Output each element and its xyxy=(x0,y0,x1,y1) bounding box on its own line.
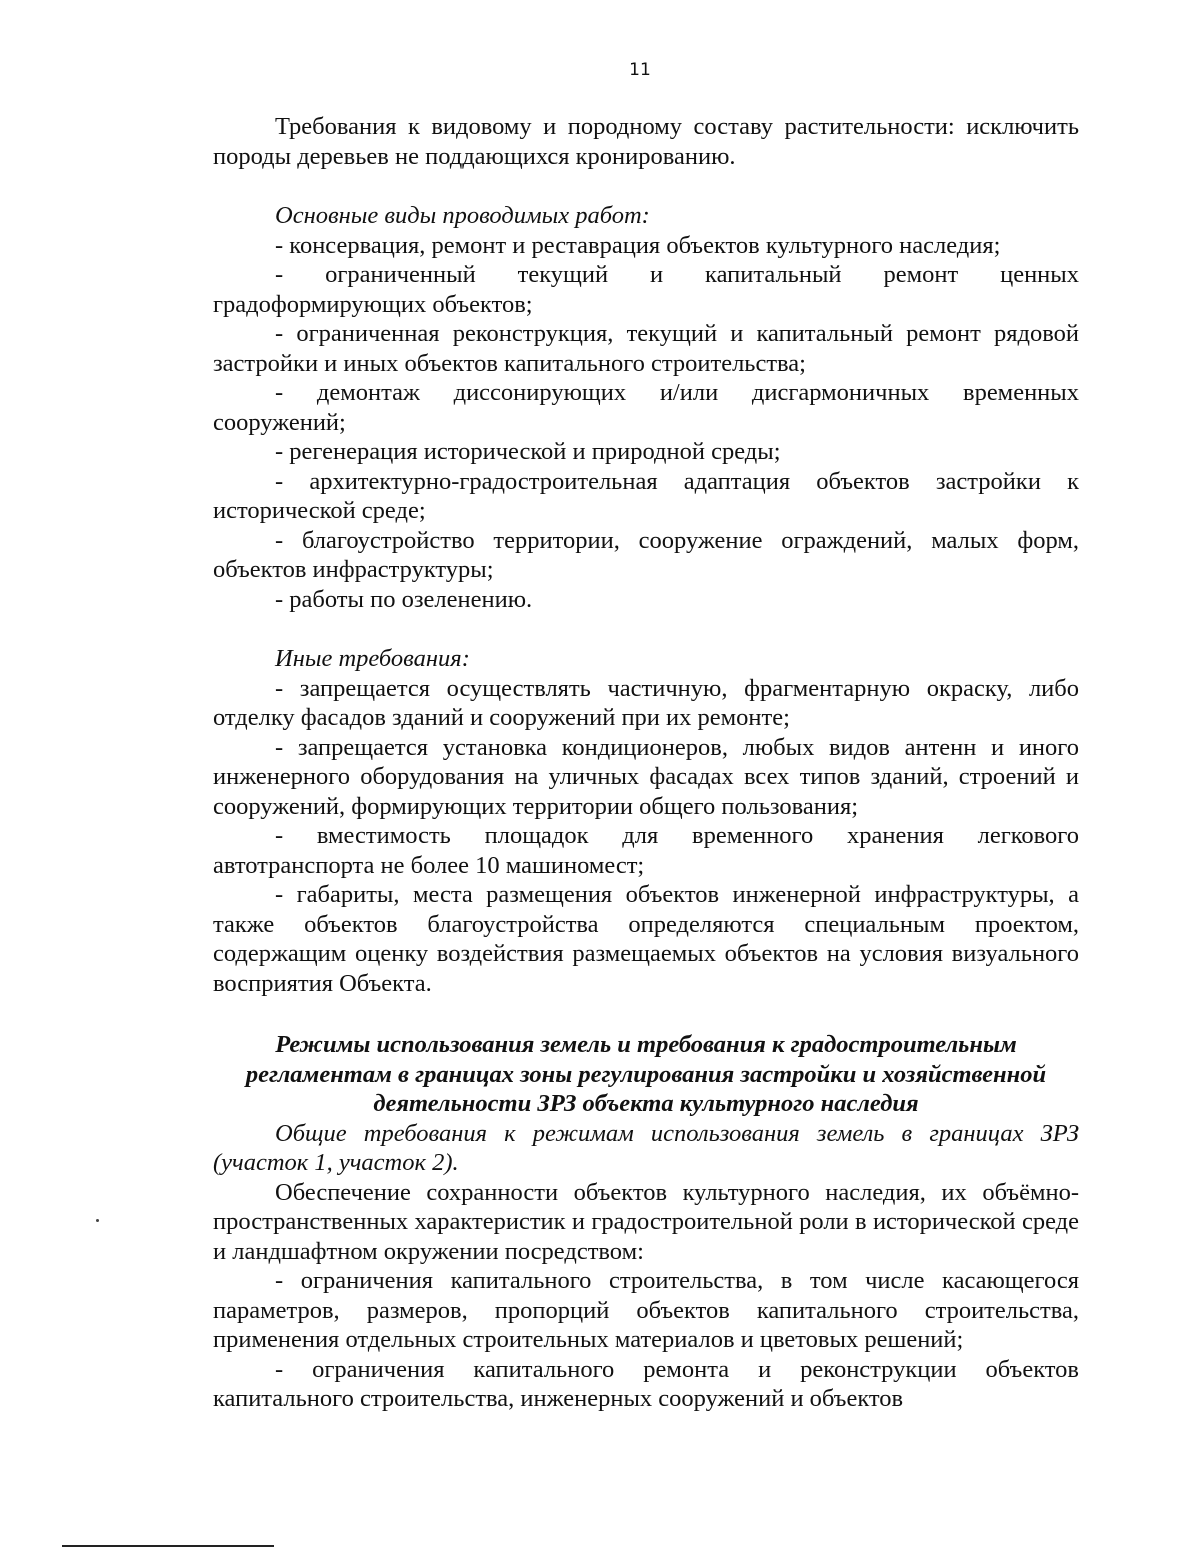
other-item: - вместимость площадок для временного хранения легкового автотранспорта не более 10 машиномест; xyxy=(213,822,1079,879)
section-item: - ограничения капитального строительства, в том числе касающегося параметров, размеров, пропорций объектов капитального строительства, применения отдельных строительных материалов и цветовых решений; xyxy=(213,1267,1079,1353)
other-item: - запрещается установка кондиционеров, любых видов антенн и иного инженерного оборудования на уличных фасадах всех типов зданий, строений и сооружений, формирующих территории общего пользования; xyxy=(213,733,1079,820)
vegetation-requirements: Требования к видовому и породному составу растительности: исключить породы деревьев не поддающихся кронированию. xyxy=(213,113,1079,170)
other-requirements-heading: Иные требования: xyxy=(275,645,470,672)
works-item: - работы по озеленению. xyxy=(275,585,533,613)
works-item: - ограниченный текущий и капитальный ремонт ценных градоформирующих объектов; xyxy=(213,261,1079,318)
other-item: - габариты, места размещения объектов инженерной инфраструктуры, а также объектов благоустройства определяются специальным проектом, содержащим оценку воздействия размещаемых объектов на условия визуального восприятия Объекта. xyxy=(213,881,1079,997)
scan-speck xyxy=(96,1219,99,1222)
section-item: - ограничения капитального ремонта и реконструкции объектов капитального строительства, инженерных сооружений и объектов xyxy=(213,1355,1079,1412)
section-title-line: деятельности ЗРЗ объекта культурного наследия xyxy=(373,1090,919,1117)
works-item: - регенерация исторической и природной среды; xyxy=(275,438,781,465)
footnote-rule xyxy=(62,1545,274,1547)
section-title xyxy=(213,1030,1079,1119)
section-title-line: Режимы использования земель и требования к градостроительным xyxy=(275,1031,1017,1058)
works-item: - консервация, ремонт и реставрация объектов культурного наследия; xyxy=(275,231,1001,259)
section-subtitle: Общие требования к режимам использования земель в границах ЗРЗ (участок 1, участок 2). xyxy=(213,1119,1079,1176)
works-item: - демонтаж диссонирующих и/или дисгармоничных временных сооружений; xyxy=(213,379,1079,436)
page-number: 11 xyxy=(629,60,651,80)
document-body xyxy=(213,112,1079,1414)
works-item: - благоустройство территории, сооружение ограждений, малых форм, объектов инфраструктуры; xyxy=(213,526,1079,583)
section-intro: Обеспечение сохранности объектов культурного наследия, их объёмно-пространственных характеристик и градостроительной роли в исторической среде и ландшафтном окружении посредством: xyxy=(213,1178,1079,1265)
other-item: - запрещается осуществлять частичную, фрагментарную окраску, либо отделку фасадов зданий и сооружений при их ремонте; xyxy=(213,674,1079,731)
section-title-line: регламентам в границах зоны регулирования застройки и хозяйственной xyxy=(245,1060,1047,1088)
works-item: - архитектурно-градостроительная адаптация объектов застройки к исторической среде; xyxy=(213,467,1079,524)
works-item: - ограниченная реконструкция, текущий и капитальный ремонт рядовой застройки и иных объектов капитального строительства; xyxy=(213,320,1079,377)
works-heading: Основные виды проводимых работ: xyxy=(275,202,650,229)
